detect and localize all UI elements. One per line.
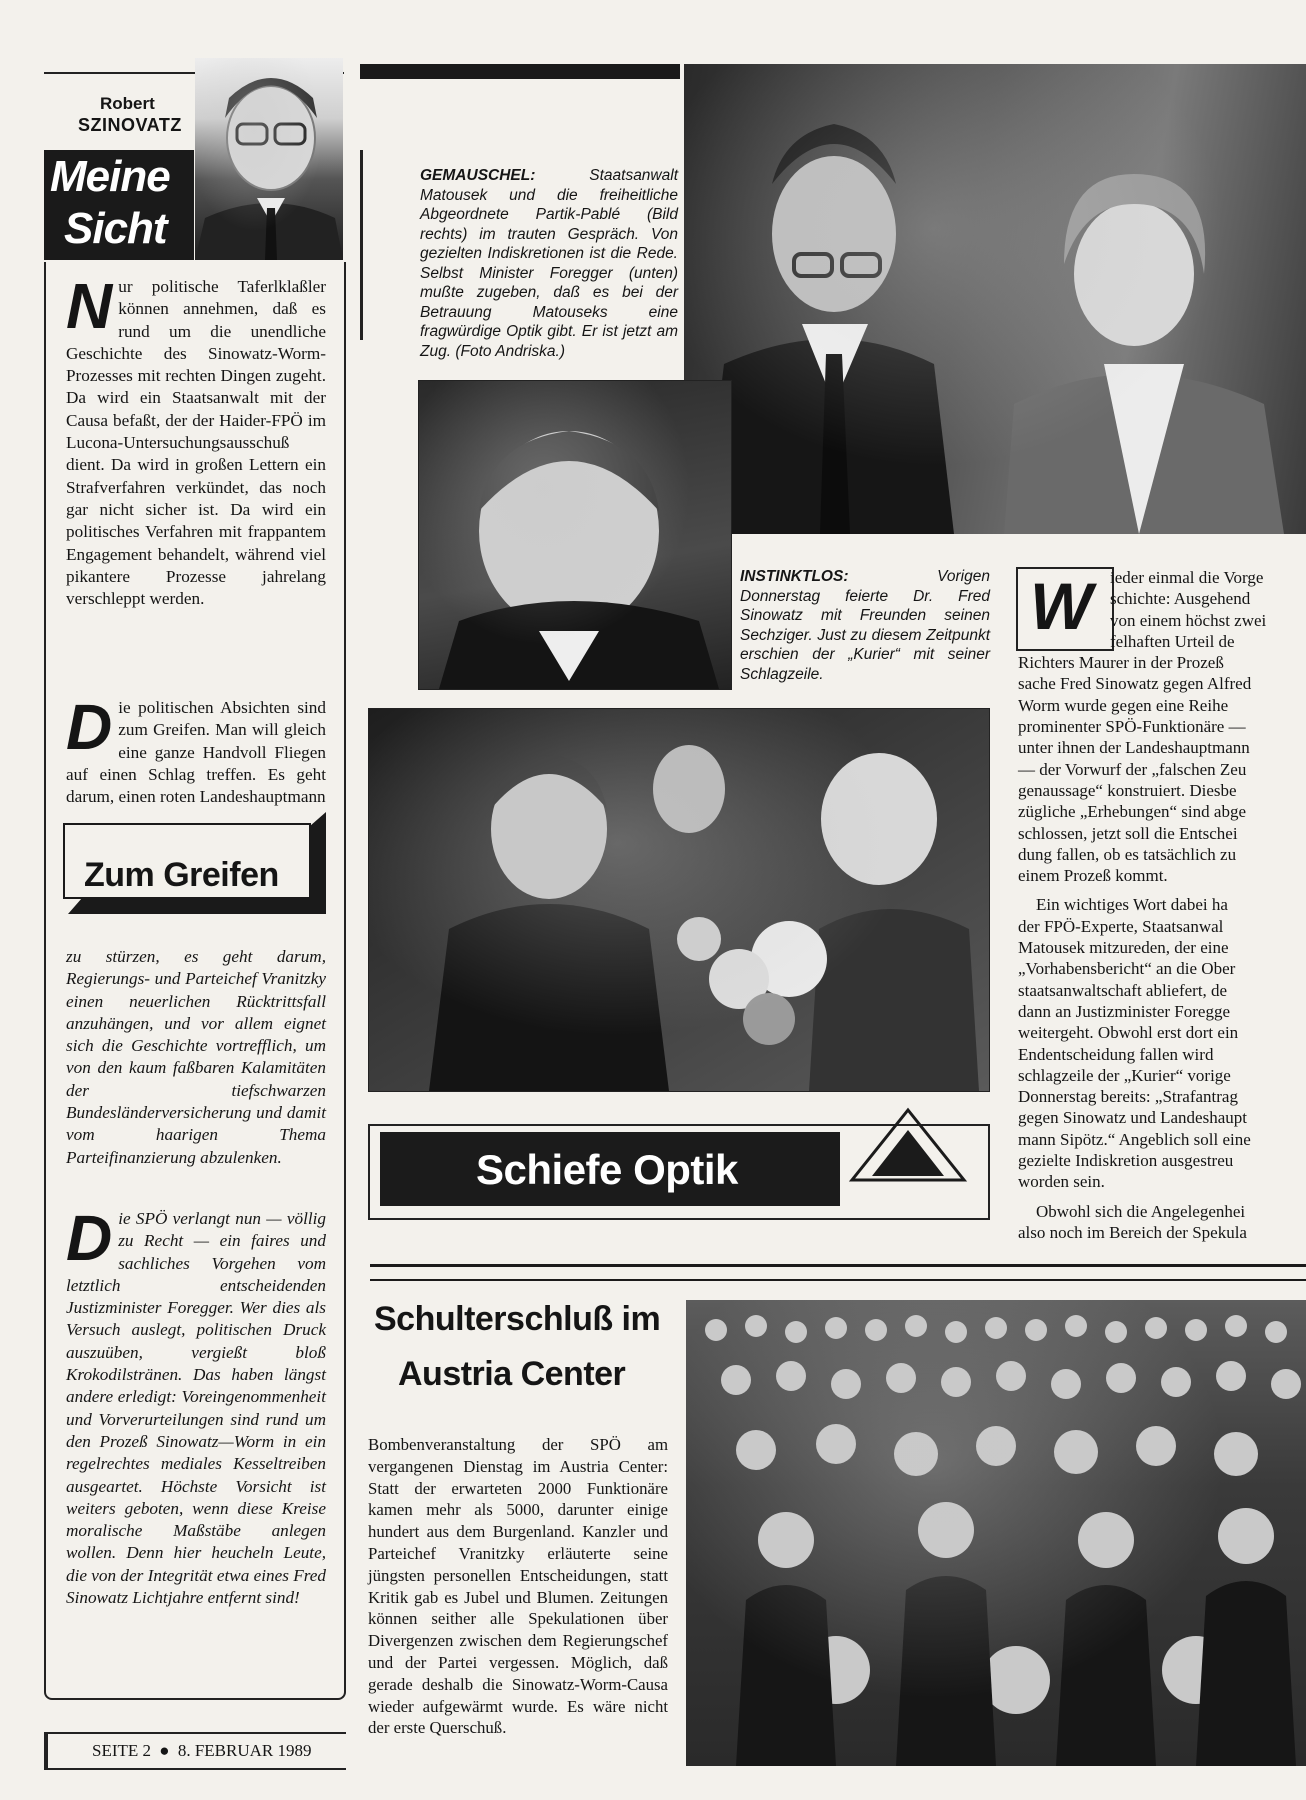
feature-p2-line-8: schlagzeile der „Kurier“ vorige [1018,1065,1231,1085]
footer-bullet: ● [159,1741,170,1760]
story-body: Bombenveranstaltung der SPÖ am vergangenen Dienstag im Austria Center: Statt der erwarteten 2000 Funktionäre kamen mehr als 5000, darunter einige hundert aus dem Burgenland. Kanzler und Parteichef Vranitzky erläuterte seine jüngsten personellen Entscheidungen, statt Kritik gab es Jubel und Blumen. Zeitungen können seither alle Spekulationen über Divergenzen zwischen dem Regierungschef und der Partei vergessen. Möglich, daß gerade deshalb die Sinowatz-Worm-Causa wieder aufgewärmt wurde. Es wäre nicht der erste Querschuß. [368,1435,668,1738]
photo-matousek-partik-pable [684,64,1306,534]
caption-instinktlos-lead: INSTINKTLOS: [740,568,849,585]
feature-p1-line-5: sache Fred Sinowatz gegen Alfred [1018,674,1252,694]
feature-p1-line-7: prominenter SPÖ-Funktionäre — [1018,717,1246,737]
feature-p2-line-2: Matousek mitzureden, der eine [1018,938,1229,958]
feature-paragraph-1 [1018,567,1306,1243]
author-last-name: SZINOVATZ [78,115,182,135]
photo-minister-foregger [418,380,732,690]
subhead-zum-greifen: Zum Greifen [84,856,279,894]
feature-p2-line-4: staatsanwaltschaft abliefert, de [1018,980,1228,1000]
feature-p2-line-1: der FPÖ-Experte, Staatsanwal [1018,916,1224,936]
caption-gemauschel [420,166,678,361]
feature-title: Schiefe Optik [476,1146,738,1193]
column-paragraph-1-text: ur politische Taferlklaßler können annehmen, daß es rund um die unendliche Geschichte des Sinowatz-Worm-Prozesses mit rechten Dingen zugeht. Da wird ein Staatsanwalt mit der Causa befaßt, der der Haider-FPÖ im Lucona-Untersuchungsausschuß dient. Da wird in großen Lettern ein Strafverfahren verkündet, das noch gar nicht sicher ist. Da wird ein politisches Verfahren mit frappantem Engagement behandelt, während viel pikantere Prozesse jahrelang verschleppt werden. [66,277,326,609]
feature-p1-line-13: dung fallen, ob es tatsächlich zu [1018,844,1237,864]
page-number: SEITE 2 [92,1741,152,1760]
feature-p1-line-0: ieder einmal die Vorge [1110,568,1264,587]
feature-p2-line-11: mann Sipötz.“ Angeblich soll eine [1018,1129,1251,1149]
feature-p1-line-11: zügliche „Erhebungen“ sind abge [1018,802,1246,822]
feature-p1-line-1: schichte: Ausgehend [1110,589,1251,609]
story-title-line1: Schulterschluß im [374,1300,661,1338]
author-portrait [195,58,343,260]
photo-austria-center-crowd [686,1300,1306,1766]
column-paragraph-1 [66,270,326,610]
photo-matousek-figures [684,64,1306,534]
feature-p1-line-2: von einem höchst zwei [1110,610,1267,630]
feature-p2-line-7: Endentscheidung fallen wird [1018,1044,1214,1064]
photo-birthday-figures [369,709,989,1091]
caption-gemauschel-lead: GEMAUSCHEL: [420,167,536,184]
photo-sinowatz-birthday [368,708,990,1092]
page-footer [44,1732,346,1770]
column-paragraph-2a-text: ie politischen Absichten sind zum Greifen. Man will gleich eine ganze Handvoll Fliegen auf einen Schlag treffen. Es geht darum, einen roten Landeshauptmann [66,698,326,807]
feature-p1-line-4: Richters Maurer in der Prozeß [1018,653,1224,673]
photo-foregger-figure [419,381,731,689]
top-left-vrule [360,150,363,340]
feature-p1-line-14: einem Prozeß kommt. [1018,866,1168,886]
dropcap-n: N [66,270,113,342]
story-title-line2: Austria Center [398,1355,626,1393]
feature-p3-line-0: Obwohl sich die Angelegenhei [1036,1201,1246,1221]
feature-p3-line-1: also noch im Bereich der Spekula [1018,1222,1247,1242]
triangle-icon [848,1106,968,1186]
feature-p1-line-8: unter ihnen der Landeshauptmann [1018,738,1250,758]
photo-crowd-figures [686,1300,1306,1766]
feature-p2-line-13: worden sein. [1018,1172,1105,1192]
issue-date: 8. FEBRUAR 1989 [177,1741,312,1760]
caption-gemauschel-text: Staatsanwalt Matousek und die freiheitliche Abgeordnete Partik-Pablé (Bild rechts) im trauten Gespräch. Von gezielten Indiskretionen ist die Rede. Selbst Minister Foregger (unten) mußte zugeben, daß es bei der Betrauung Matouseks eine fragwürdige Optik gibt. Er ist jetzt am Zug. (Foto Andriska.) [420,167,678,360]
feature-p2-line-5: dann an Justizminister Foregge [1018,1001,1230,1021]
feature-p1-line-6: Worm wurde gegen eine Reihe [1018,695,1229,715]
feature-p2-line-10: gegen Sinowatz und Landeshaupt [1018,1108,1247,1128]
column-paragraph-3 [66,1202,326,1609]
feature-p2-line-12: gezielte Indiskretion ausgestreu [1018,1151,1234,1171]
feature-p2-line-3: „Vorhabensbericht“ an die Ober [1018,959,1236,979]
column-paragraph-2a [66,691,326,808]
portrait-silhouette [195,58,343,260]
feature-p1-line-12: schlossen, jetzt soll die Entschei [1018,823,1238,843]
author-first-name: Robert [100,94,155,113]
column-title-line1: Meine [50,152,170,201]
feature-p2-line-6: weitergeht. Obwohl erst dort ein [1018,1023,1239,1043]
top-bar [360,64,680,79]
feature-p1-line-9: — der Vorwurf der „falschen Zeu [1018,759,1247,779]
dropcap-d2: D [66,1202,113,1274]
caption-instinktlos [740,567,990,684]
dropcap-w: W [1030,569,1093,643]
column-paragraph-3-text: ie SPÖ verlangt nun — völlig zu Recht — ein faires und sachliches Vorgehen vom letztlich entscheidenden Justizminister Foregger. Wer dies als Versuch auslegt, politischen Druck auszuüben, vergießt bloß Krokodilstränen. Das haben längst andere erledigt: Voreingenommenheit und Vorverurteilungen sind rund um den Prozeß Sinowatz—Worm in ein regelrechtes mediales Kesseltreiben ausgeartet. Höchste Vorsicht ist weiters geboten, wenn diese Kreise moralische Maßstäbe anlegen wollen. Denn hier heucheln Leute, die von der Integrität etwa eines Fred Sinowatz Lichtjahre entfernt sind! [66,1209,326,1608]
feature-p1-line-3: felhaften Urteil de [1110,631,1235,651]
feature-p2-line-9: Donnerstag bereits: „Strafantrag [1018,1087,1238,1107]
column-title-line2: Sicht [64,204,167,253]
dropcap-d: D [66,691,113,763]
feature-p1-line-10: genaussage“ konstruiert. Diesbe [1018,780,1237,800]
section-bottom-rule [370,1264,1306,1281]
feature-p2-line-0: Ein wichtiges Wort dabei ha [1036,895,1228,915]
column-paragraph-2b: zu stürzen, es geht darum, Regierungs- und Parteichef Vranitzky einen neuerlichen Rücktrittsfall anzuhängen, und vor allem eignet sich die Geschichte vortrefflich, um von den kaum faßbaren Kalamitäten der tiefschwarzen Bundesländerversicherung und damit vom haarigen Thema Parteifinanzierung abzulenken. [66,947,326,1167]
caption-instinktlos-text: Vorigen Donnerstag feierte Dr. Fred Sinowatz mit Freunden seinen Sechziger. Just zu diesem Zeitpunkt erschien der „Kurier“ mit seiner Schlagzeile. [740,568,990,683]
